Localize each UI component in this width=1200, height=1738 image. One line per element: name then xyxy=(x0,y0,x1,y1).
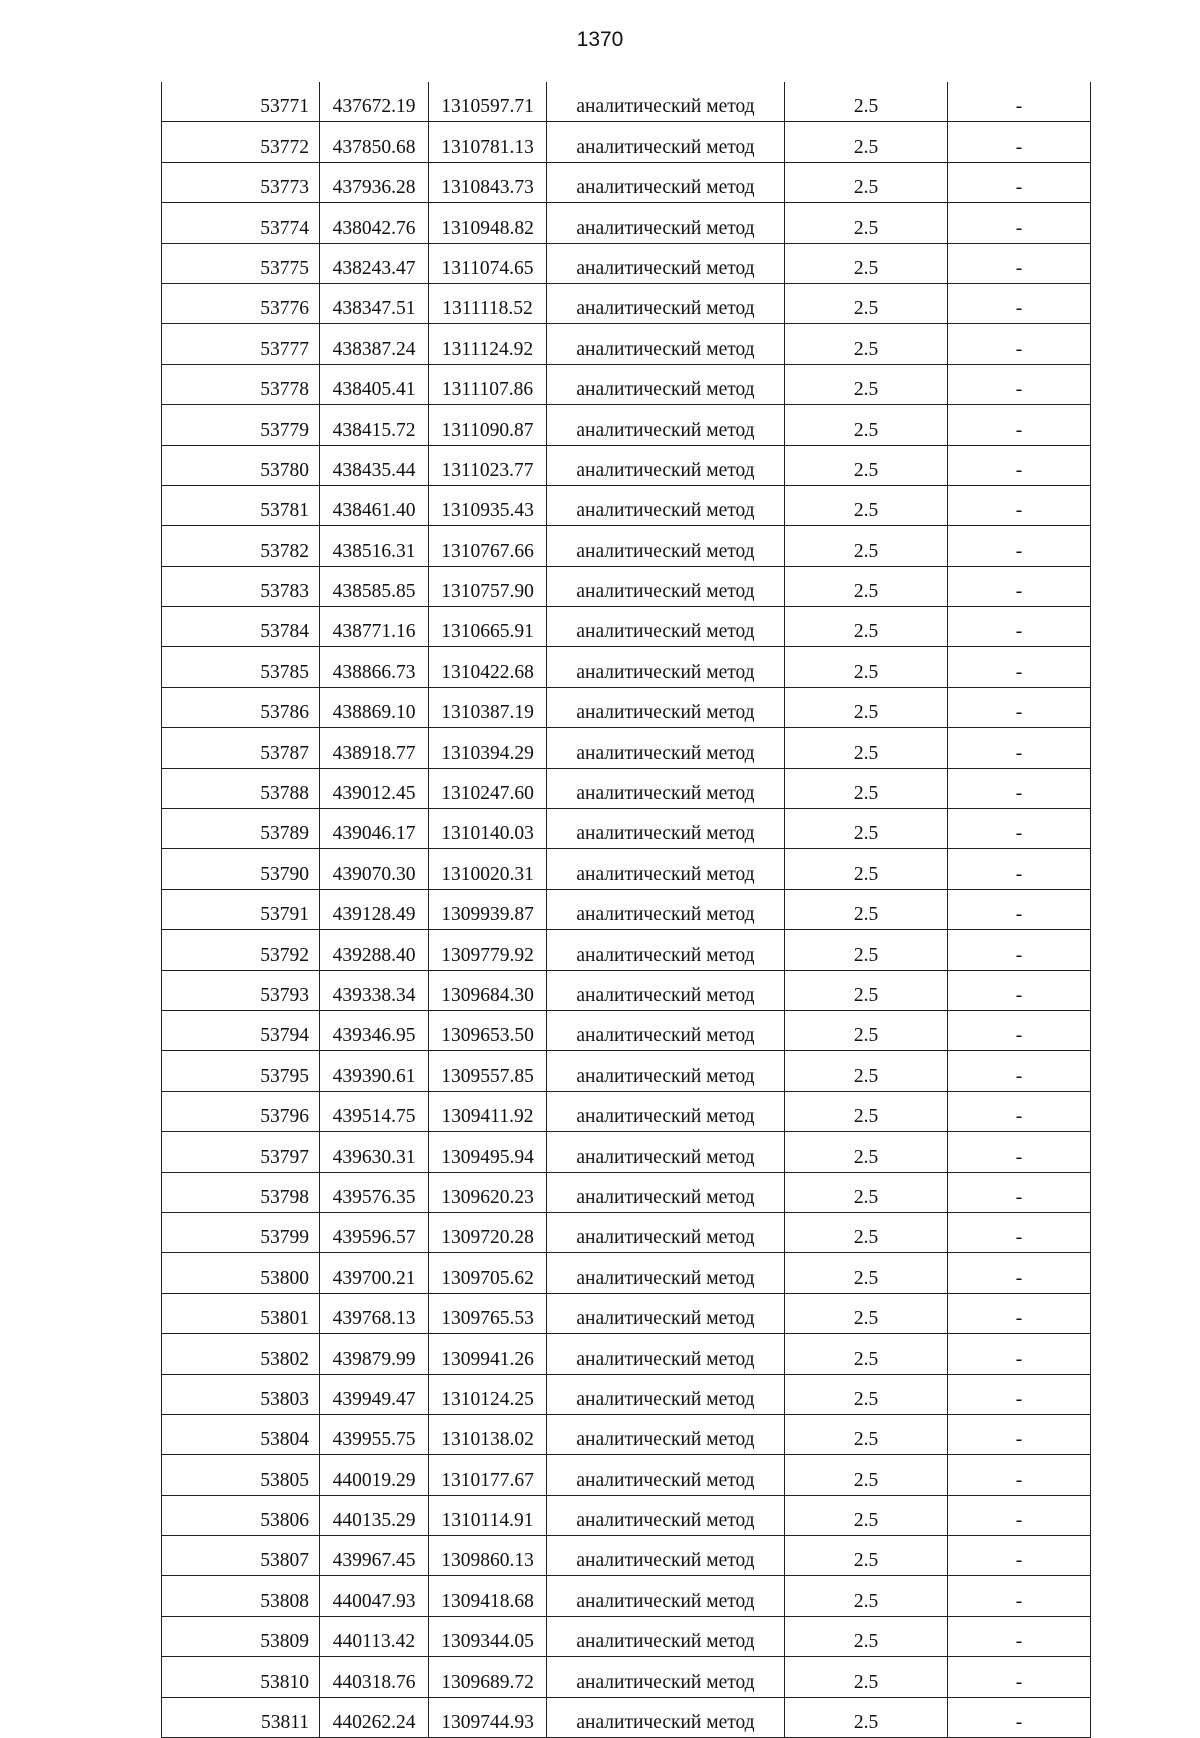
accuracy-cell: 2.5 xyxy=(785,283,948,323)
point-number-cell: 53798 xyxy=(162,1172,320,1212)
y-coordinate-cell: 1309620.23 xyxy=(429,1172,547,1212)
x-coordinate-cell: 439346.95 xyxy=(320,1010,429,1050)
table-row xyxy=(162,405,1091,445)
y-coordinate-cell: 1310757.90 xyxy=(429,566,547,606)
point-number-cell: 53781 xyxy=(162,485,320,525)
y-coordinate-cell: 1309705.62 xyxy=(429,1253,547,1293)
method-cell: аналитический метод xyxy=(547,1455,785,1495)
point-number-cell: 53797 xyxy=(162,1132,320,1172)
x-coordinate-cell: 437850.68 xyxy=(320,122,429,162)
table-row xyxy=(162,324,1091,364)
table-row xyxy=(162,1536,1091,1576)
x-coordinate-cell: 438461.40 xyxy=(320,485,429,525)
y-coordinate-cell: 1310767.66 xyxy=(429,526,547,566)
accuracy-cell: 2.5 xyxy=(785,1374,948,1414)
note-cell: - xyxy=(948,809,1091,849)
method-cell: аналитический метод xyxy=(547,768,785,808)
y-coordinate-cell: 1309720.28 xyxy=(429,1212,547,1252)
y-coordinate-cell: 1309689.72 xyxy=(429,1657,547,1697)
x-coordinate-cell: 438042.76 xyxy=(320,203,429,243)
x-coordinate-cell: 438585.85 xyxy=(320,566,429,606)
method-cell: аналитический метод xyxy=(547,1414,785,1454)
method-cell: аналитический метод xyxy=(547,687,785,727)
note-cell: - xyxy=(948,1374,1091,1414)
point-number-cell: 53786 xyxy=(162,687,320,727)
method-cell: аналитический метод xyxy=(547,849,785,889)
table-row xyxy=(162,1616,1091,1656)
x-coordinate-cell: 437936.28 xyxy=(320,162,429,202)
table-row xyxy=(162,1051,1091,1091)
y-coordinate-cell: 1311124.92 xyxy=(429,324,547,364)
accuracy-cell: 2.5 xyxy=(785,1414,948,1454)
table-row xyxy=(162,1414,1091,1454)
y-coordinate-cell: 1309411.92 xyxy=(429,1091,547,1131)
accuracy-cell: 2.5 xyxy=(785,243,948,283)
accuracy-cell: 2.5 xyxy=(785,203,948,243)
table-row xyxy=(162,1172,1091,1212)
point-number-cell: 53805 xyxy=(162,1455,320,1495)
accuracy-cell: 2.5 xyxy=(785,122,948,162)
x-coordinate-cell: 439128.49 xyxy=(320,889,429,929)
accuracy-cell: 2.5 xyxy=(785,1657,948,1697)
table-row xyxy=(162,1455,1091,1495)
x-coordinate-cell: 439046.17 xyxy=(320,809,429,849)
y-coordinate-cell: 1310597.71 xyxy=(429,82,547,122)
note-cell: - xyxy=(948,82,1091,122)
table-row xyxy=(162,768,1091,808)
point-number-cell: 53790 xyxy=(162,849,320,889)
accuracy-cell: 2.5 xyxy=(785,1293,948,1333)
note-cell: - xyxy=(948,243,1091,283)
point-number-cell: 53784 xyxy=(162,607,320,647)
y-coordinate-cell: 1310124.25 xyxy=(429,1374,547,1414)
method-cell: аналитический метод xyxy=(547,809,785,849)
x-coordinate-cell: 437672.19 xyxy=(320,82,429,122)
accuracy-cell: 2.5 xyxy=(785,1697,948,1737)
note-cell: - xyxy=(948,1010,1091,1050)
accuracy-cell: 2.5 xyxy=(785,1132,948,1172)
note-cell: - xyxy=(948,1212,1091,1252)
accuracy-cell: 2.5 xyxy=(785,1495,948,1535)
note-cell: - xyxy=(948,566,1091,606)
table-row xyxy=(162,283,1091,323)
note-cell: - xyxy=(948,647,1091,687)
table-row xyxy=(162,485,1091,525)
note-cell: - xyxy=(948,1132,1091,1172)
y-coordinate-cell: 1310948.82 xyxy=(429,203,547,243)
method-cell: аналитический метод xyxy=(547,203,785,243)
method-cell: аналитический метод xyxy=(547,1253,785,1293)
method-cell: аналитический метод xyxy=(547,1010,785,1050)
method-cell: аналитический метод xyxy=(547,364,785,404)
method-cell: аналитический метод xyxy=(547,283,785,323)
accuracy-cell: 2.5 xyxy=(785,1334,948,1374)
y-coordinate-cell: 1310114.91 xyxy=(429,1495,547,1535)
table-row xyxy=(162,243,1091,283)
x-coordinate-cell: 439967.45 xyxy=(320,1536,429,1576)
point-number-cell: 53793 xyxy=(162,970,320,1010)
note-cell: - xyxy=(948,445,1091,485)
x-coordinate-cell: 439390.61 xyxy=(320,1051,429,1091)
note-cell: - xyxy=(948,1455,1091,1495)
table-row xyxy=(162,445,1091,485)
method-cell: аналитический метод xyxy=(547,647,785,687)
table-row xyxy=(162,203,1091,243)
accuracy-cell: 2.5 xyxy=(785,526,948,566)
x-coordinate-cell: 438415.72 xyxy=(320,405,429,445)
point-number-cell: 53801 xyxy=(162,1293,320,1333)
method-cell: аналитический метод xyxy=(547,728,785,768)
note-cell: - xyxy=(948,687,1091,727)
x-coordinate-cell: 440047.93 xyxy=(320,1576,429,1616)
y-coordinate-cell: 1309653.50 xyxy=(429,1010,547,1050)
note-cell: - xyxy=(948,283,1091,323)
table-row xyxy=(162,162,1091,202)
table-row xyxy=(162,1334,1091,1374)
note-cell: - xyxy=(948,728,1091,768)
x-coordinate-cell: 439338.34 xyxy=(320,970,429,1010)
table-row xyxy=(162,889,1091,929)
y-coordinate-cell: 1309744.93 xyxy=(429,1697,547,1737)
note-cell: - xyxy=(948,889,1091,929)
accuracy-cell: 2.5 xyxy=(785,1051,948,1091)
y-coordinate-cell: 1309941.26 xyxy=(429,1334,547,1374)
table-row xyxy=(162,1253,1091,1293)
method-cell: аналитический метод xyxy=(547,243,785,283)
table-row xyxy=(162,687,1091,727)
y-coordinate-cell: 1311118.52 xyxy=(429,283,547,323)
accuracy-cell: 2.5 xyxy=(785,162,948,202)
note-cell: - xyxy=(948,162,1091,202)
method-cell: аналитический метод xyxy=(547,1697,785,1737)
y-coordinate-cell: 1310140.03 xyxy=(429,809,547,849)
accuracy-cell: 2.5 xyxy=(785,970,948,1010)
table-row xyxy=(162,809,1091,849)
table-row xyxy=(162,566,1091,606)
table-row xyxy=(162,1374,1091,1414)
x-coordinate-cell: 440019.29 xyxy=(320,1455,429,1495)
note-cell: - xyxy=(948,203,1091,243)
x-coordinate-cell: 438866.73 xyxy=(320,647,429,687)
note-cell: - xyxy=(948,1697,1091,1737)
table-row xyxy=(162,1495,1091,1535)
y-coordinate-cell: 1309860.13 xyxy=(429,1536,547,1576)
accuracy-cell: 2.5 xyxy=(785,849,948,889)
note-cell: - xyxy=(948,1091,1091,1131)
table-row xyxy=(162,364,1091,404)
accuracy-cell: 2.5 xyxy=(785,445,948,485)
table-row xyxy=(162,1212,1091,1252)
x-coordinate-cell: 439288.40 xyxy=(320,930,429,970)
y-coordinate-cell: 1311090.87 xyxy=(429,405,547,445)
x-coordinate-cell: 439576.35 xyxy=(320,1172,429,1212)
note-cell: - xyxy=(948,1293,1091,1333)
note-cell: - xyxy=(948,364,1091,404)
y-coordinate-cell: 1309939.87 xyxy=(429,889,547,929)
x-coordinate-cell: 439949.47 xyxy=(320,1374,429,1414)
method-cell: аналитический метод xyxy=(547,405,785,445)
note-cell: - xyxy=(948,1172,1091,1212)
accuracy-cell: 2.5 xyxy=(785,728,948,768)
accuracy-cell: 2.5 xyxy=(785,607,948,647)
note-cell: - xyxy=(948,1576,1091,1616)
y-coordinate-cell: 1310138.02 xyxy=(429,1414,547,1454)
accuracy-cell: 2.5 xyxy=(785,768,948,808)
y-coordinate-cell: 1309684.30 xyxy=(429,970,547,1010)
point-number-cell: 53791 xyxy=(162,889,320,929)
point-number-cell: 53775 xyxy=(162,243,320,283)
note-cell: - xyxy=(948,485,1091,525)
y-coordinate-cell: 1310177.67 xyxy=(429,1455,547,1495)
point-number-cell: 53811 xyxy=(162,1697,320,1737)
point-number-cell: 53806 xyxy=(162,1495,320,1535)
accuracy-cell: 2.5 xyxy=(785,1091,948,1131)
table-row xyxy=(162,970,1091,1010)
method-cell: аналитический метод xyxy=(547,526,785,566)
note-cell: - xyxy=(948,1536,1091,1576)
point-number-cell: 53802 xyxy=(162,1334,320,1374)
table-row xyxy=(162,526,1091,566)
x-coordinate-cell: 438771.16 xyxy=(320,607,429,647)
point-number-cell: 53804 xyxy=(162,1414,320,1454)
method-cell: аналитический метод xyxy=(547,607,785,647)
x-coordinate-cell: 439070.30 xyxy=(320,849,429,889)
accuracy-cell: 2.5 xyxy=(785,930,948,970)
accuracy-cell: 2.5 xyxy=(785,364,948,404)
point-number-cell: 53808 xyxy=(162,1576,320,1616)
method-cell: аналитический метод xyxy=(547,1657,785,1697)
accuracy-cell: 2.5 xyxy=(785,1010,948,1050)
x-coordinate-cell: 439955.75 xyxy=(320,1414,429,1454)
point-number-cell: 53771 xyxy=(162,82,320,122)
y-coordinate-cell: 1310422.68 xyxy=(429,647,547,687)
accuracy-cell: 2.5 xyxy=(785,687,948,727)
method-cell: аналитический метод xyxy=(547,1051,785,1091)
method-cell: аналитический метод xyxy=(547,1536,785,1576)
x-coordinate-cell: 438869.10 xyxy=(320,687,429,727)
note-cell: - xyxy=(948,1414,1091,1454)
x-coordinate-cell: 439630.31 xyxy=(320,1132,429,1172)
accuracy-cell: 2.5 xyxy=(785,1536,948,1576)
y-coordinate-cell: 1310843.73 xyxy=(429,162,547,202)
x-coordinate-cell: 438243.47 xyxy=(320,243,429,283)
accuracy-cell: 2.5 xyxy=(785,405,948,445)
method-cell: аналитический метод xyxy=(547,445,785,485)
note-cell: - xyxy=(948,970,1091,1010)
table-row xyxy=(162,647,1091,687)
accuracy-cell: 2.5 xyxy=(785,1616,948,1656)
method-cell: аналитический метод xyxy=(547,162,785,202)
method-cell: аналитический метод xyxy=(547,1172,785,1212)
method-cell: аналитический метод xyxy=(547,1576,785,1616)
point-number-cell: 53810 xyxy=(162,1657,320,1697)
y-coordinate-cell: 1310665.91 xyxy=(429,607,547,647)
note-cell: - xyxy=(948,1616,1091,1656)
point-number-cell: 53792 xyxy=(162,930,320,970)
point-number-cell: 53782 xyxy=(162,526,320,566)
table-row xyxy=(162,82,1091,122)
table-row xyxy=(162,930,1091,970)
method-cell: аналитический метод xyxy=(547,930,785,970)
point-number-cell: 53780 xyxy=(162,445,320,485)
y-coordinate-cell: 1309495.94 xyxy=(429,1132,547,1172)
x-coordinate-cell: 438387.24 xyxy=(320,324,429,364)
note-cell: - xyxy=(948,1495,1091,1535)
table-row xyxy=(162,1576,1091,1616)
point-number-cell: 53788 xyxy=(162,768,320,808)
accuracy-cell: 2.5 xyxy=(785,1212,948,1252)
point-number-cell: 53776 xyxy=(162,283,320,323)
method-cell: аналитический метод xyxy=(547,1616,785,1656)
y-coordinate-cell: 1310020.31 xyxy=(429,849,547,889)
y-coordinate-cell: 1310781.13 xyxy=(429,122,547,162)
method-cell: аналитический метод xyxy=(547,1132,785,1172)
y-coordinate-cell: 1311107.86 xyxy=(429,364,547,404)
method-cell: аналитический метод xyxy=(547,566,785,606)
method-cell: аналитический метод xyxy=(547,970,785,1010)
method-cell: аналитический метод xyxy=(547,485,785,525)
table-row xyxy=(162,728,1091,768)
method-cell: аналитический метод xyxy=(547,1212,785,1252)
note-cell: - xyxy=(948,122,1091,162)
accuracy-cell: 2.5 xyxy=(785,1455,948,1495)
accuracy-cell: 2.5 xyxy=(785,1576,948,1616)
table-row xyxy=(162,1091,1091,1131)
note-cell: - xyxy=(948,1334,1091,1374)
point-number-cell: 53779 xyxy=(162,405,320,445)
point-number-cell: 53772 xyxy=(162,122,320,162)
method-cell: аналитический метод xyxy=(547,122,785,162)
method-cell: аналитический метод xyxy=(547,889,785,929)
x-coordinate-cell: 439768.13 xyxy=(320,1293,429,1333)
method-cell: аналитический метод xyxy=(547,1293,785,1333)
point-number-cell: 53809 xyxy=(162,1616,320,1656)
note-cell: - xyxy=(948,324,1091,364)
accuracy-cell: 2.5 xyxy=(785,566,948,606)
point-number-cell: 53807 xyxy=(162,1536,320,1576)
note-cell: - xyxy=(948,1051,1091,1091)
note-cell: - xyxy=(948,526,1091,566)
table-body xyxy=(162,82,1091,1738)
y-coordinate-cell: 1309779.92 xyxy=(429,930,547,970)
x-coordinate-cell: 438516.31 xyxy=(320,526,429,566)
point-number-cell: 53799 xyxy=(162,1212,320,1252)
method-cell: аналитический метод xyxy=(547,1495,785,1535)
x-coordinate-cell: 439700.21 xyxy=(320,1253,429,1293)
note-cell: - xyxy=(948,1253,1091,1293)
point-number-cell: 53794 xyxy=(162,1010,320,1050)
x-coordinate-cell: 439596.57 xyxy=(320,1212,429,1252)
method-cell: аналитический метод xyxy=(547,1334,785,1374)
accuracy-cell: 2.5 xyxy=(785,82,948,122)
x-coordinate-cell: 438435.44 xyxy=(320,445,429,485)
accuracy-cell: 2.5 xyxy=(785,809,948,849)
x-coordinate-cell: 439514.75 xyxy=(320,1091,429,1131)
y-coordinate-cell: 1309344.05 xyxy=(429,1616,547,1656)
point-number-cell: 53777 xyxy=(162,324,320,364)
y-coordinate-cell: 1310387.19 xyxy=(429,687,547,727)
x-coordinate-cell: 440113.42 xyxy=(320,1616,429,1656)
table-row xyxy=(162,1657,1091,1697)
page-number: 1370 xyxy=(576,28,624,51)
y-coordinate-cell: 1310935.43 xyxy=(429,485,547,525)
x-coordinate-cell: 439012.45 xyxy=(320,768,429,808)
x-coordinate-cell: 438347.51 xyxy=(320,283,429,323)
point-number-cell: 53774 xyxy=(162,203,320,243)
accuracy-cell: 2.5 xyxy=(785,485,948,525)
accuracy-cell: 2.5 xyxy=(785,1172,948,1212)
x-coordinate-cell: 438405.41 xyxy=(320,364,429,404)
note-cell: - xyxy=(948,607,1091,647)
x-coordinate-cell: 440318.76 xyxy=(320,1657,429,1697)
coordinates-table xyxy=(161,82,1091,1738)
point-number-cell: 53778 xyxy=(162,364,320,404)
point-number-cell: 53796 xyxy=(162,1091,320,1131)
point-number-cell: 53789 xyxy=(162,809,320,849)
note-cell: - xyxy=(948,1657,1091,1697)
y-coordinate-cell: 1309557.85 xyxy=(429,1051,547,1091)
y-coordinate-cell: 1311023.77 xyxy=(429,445,547,485)
table-row xyxy=(162,1293,1091,1333)
note-cell: - xyxy=(948,768,1091,808)
x-coordinate-cell: 439879.99 xyxy=(320,1334,429,1374)
method-cell: аналитический метод xyxy=(547,82,785,122)
accuracy-cell: 2.5 xyxy=(785,324,948,364)
table-row xyxy=(162,1132,1091,1172)
table-row xyxy=(162,122,1091,162)
point-number-cell: 53787 xyxy=(162,728,320,768)
table-row xyxy=(162,1010,1091,1050)
accuracy-cell: 2.5 xyxy=(785,647,948,687)
point-number-cell: 53773 xyxy=(162,162,320,202)
x-coordinate-cell: 438918.77 xyxy=(320,728,429,768)
note-cell: - xyxy=(948,849,1091,889)
y-coordinate-cell: 1309765.53 xyxy=(429,1293,547,1333)
method-cell: аналитический метод xyxy=(547,1091,785,1131)
point-number-cell: 53803 xyxy=(162,1374,320,1414)
note-cell: - xyxy=(948,930,1091,970)
table-row xyxy=(162,607,1091,647)
point-number-cell: 53783 xyxy=(162,566,320,606)
accuracy-cell: 2.5 xyxy=(785,1253,948,1293)
table-row xyxy=(162,849,1091,889)
method-cell: аналитический метод xyxy=(547,324,785,364)
y-coordinate-cell: 1310394.29 xyxy=(429,728,547,768)
y-coordinate-cell: 1310247.60 xyxy=(429,768,547,808)
point-number-cell: 53800 xyxy=(162,1253,320,1293)
note-cell: - xyxy=(948,405,1091,445)
point-number-cell: 53795 xyxy=(162,1051,320,1091)
table-row xyxy=(162,1697,1091,1737)
accuracy-cell: 2.5 xyxy=(785,889,948,929)
method-cell: аналитический метод xyxy=(547,1374,785,1414)
x-coordinate-cell: 440135.29 xyxy=(320,1495,429,1535)
x-coordinate-cell: 440262.24 xyxy=(320,1697,429,1737)
y-coordinate-cell: 1311074.65 xyxy=(429,243,547,283)
point-number-cell: 53785 xyxy=(162,647,320,687)
y-coordinate-cell: 1309418.68 xyxy=(429,1576,547,1616)
